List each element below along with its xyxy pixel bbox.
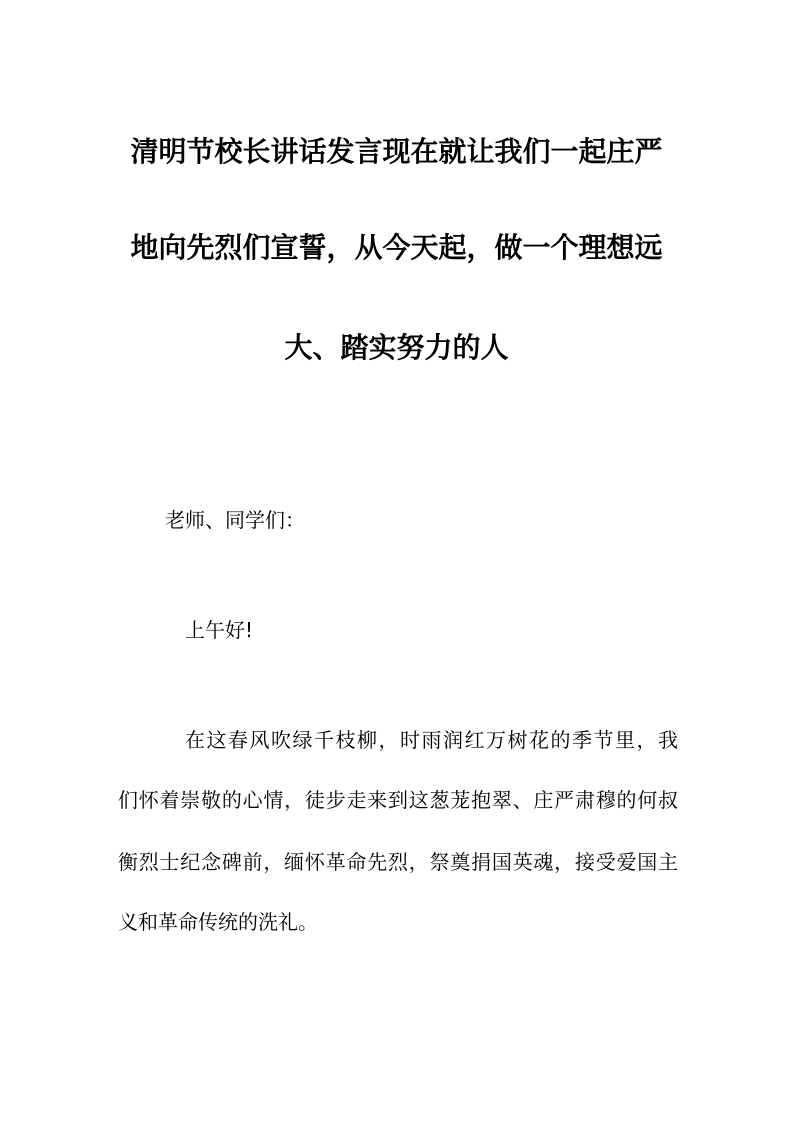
document-title-line-1: 清明节校长讲话发言现在就让我们一起庄严: [130, 135, 663, 168]
paragraph-line-3: 衡烈士纪念碑前，缅怀革命先烈，祭奠捐国英魂，接受爱国主: [118, 850, 678, 874]
salutation: 老师、同学们：: [165, 508, 305, 532]
document-title-line-3: 大、踏实努力的人: [284, 331, 509, 364]
paragraph-line-1: 在这春风吹绿千枝柳，时雨润红万树花的季节里，我: [185, 728, 678, 752]
document-title-line-2: 地向先烈们宣誓，从今天起，做一个理想远: [130, 231, 663, 264]
paragraph-line-4: 义和革命传统的洗礼。: [118, 910, 318, 934]
paragraph-line-2: 们怀着崇敬的心情，徒步走来到这葱茏抱翠、庄严肃穆的何叔: [118, 788, 678, 812]
greeting: 上午好!: [185, 618, 254, 642]
